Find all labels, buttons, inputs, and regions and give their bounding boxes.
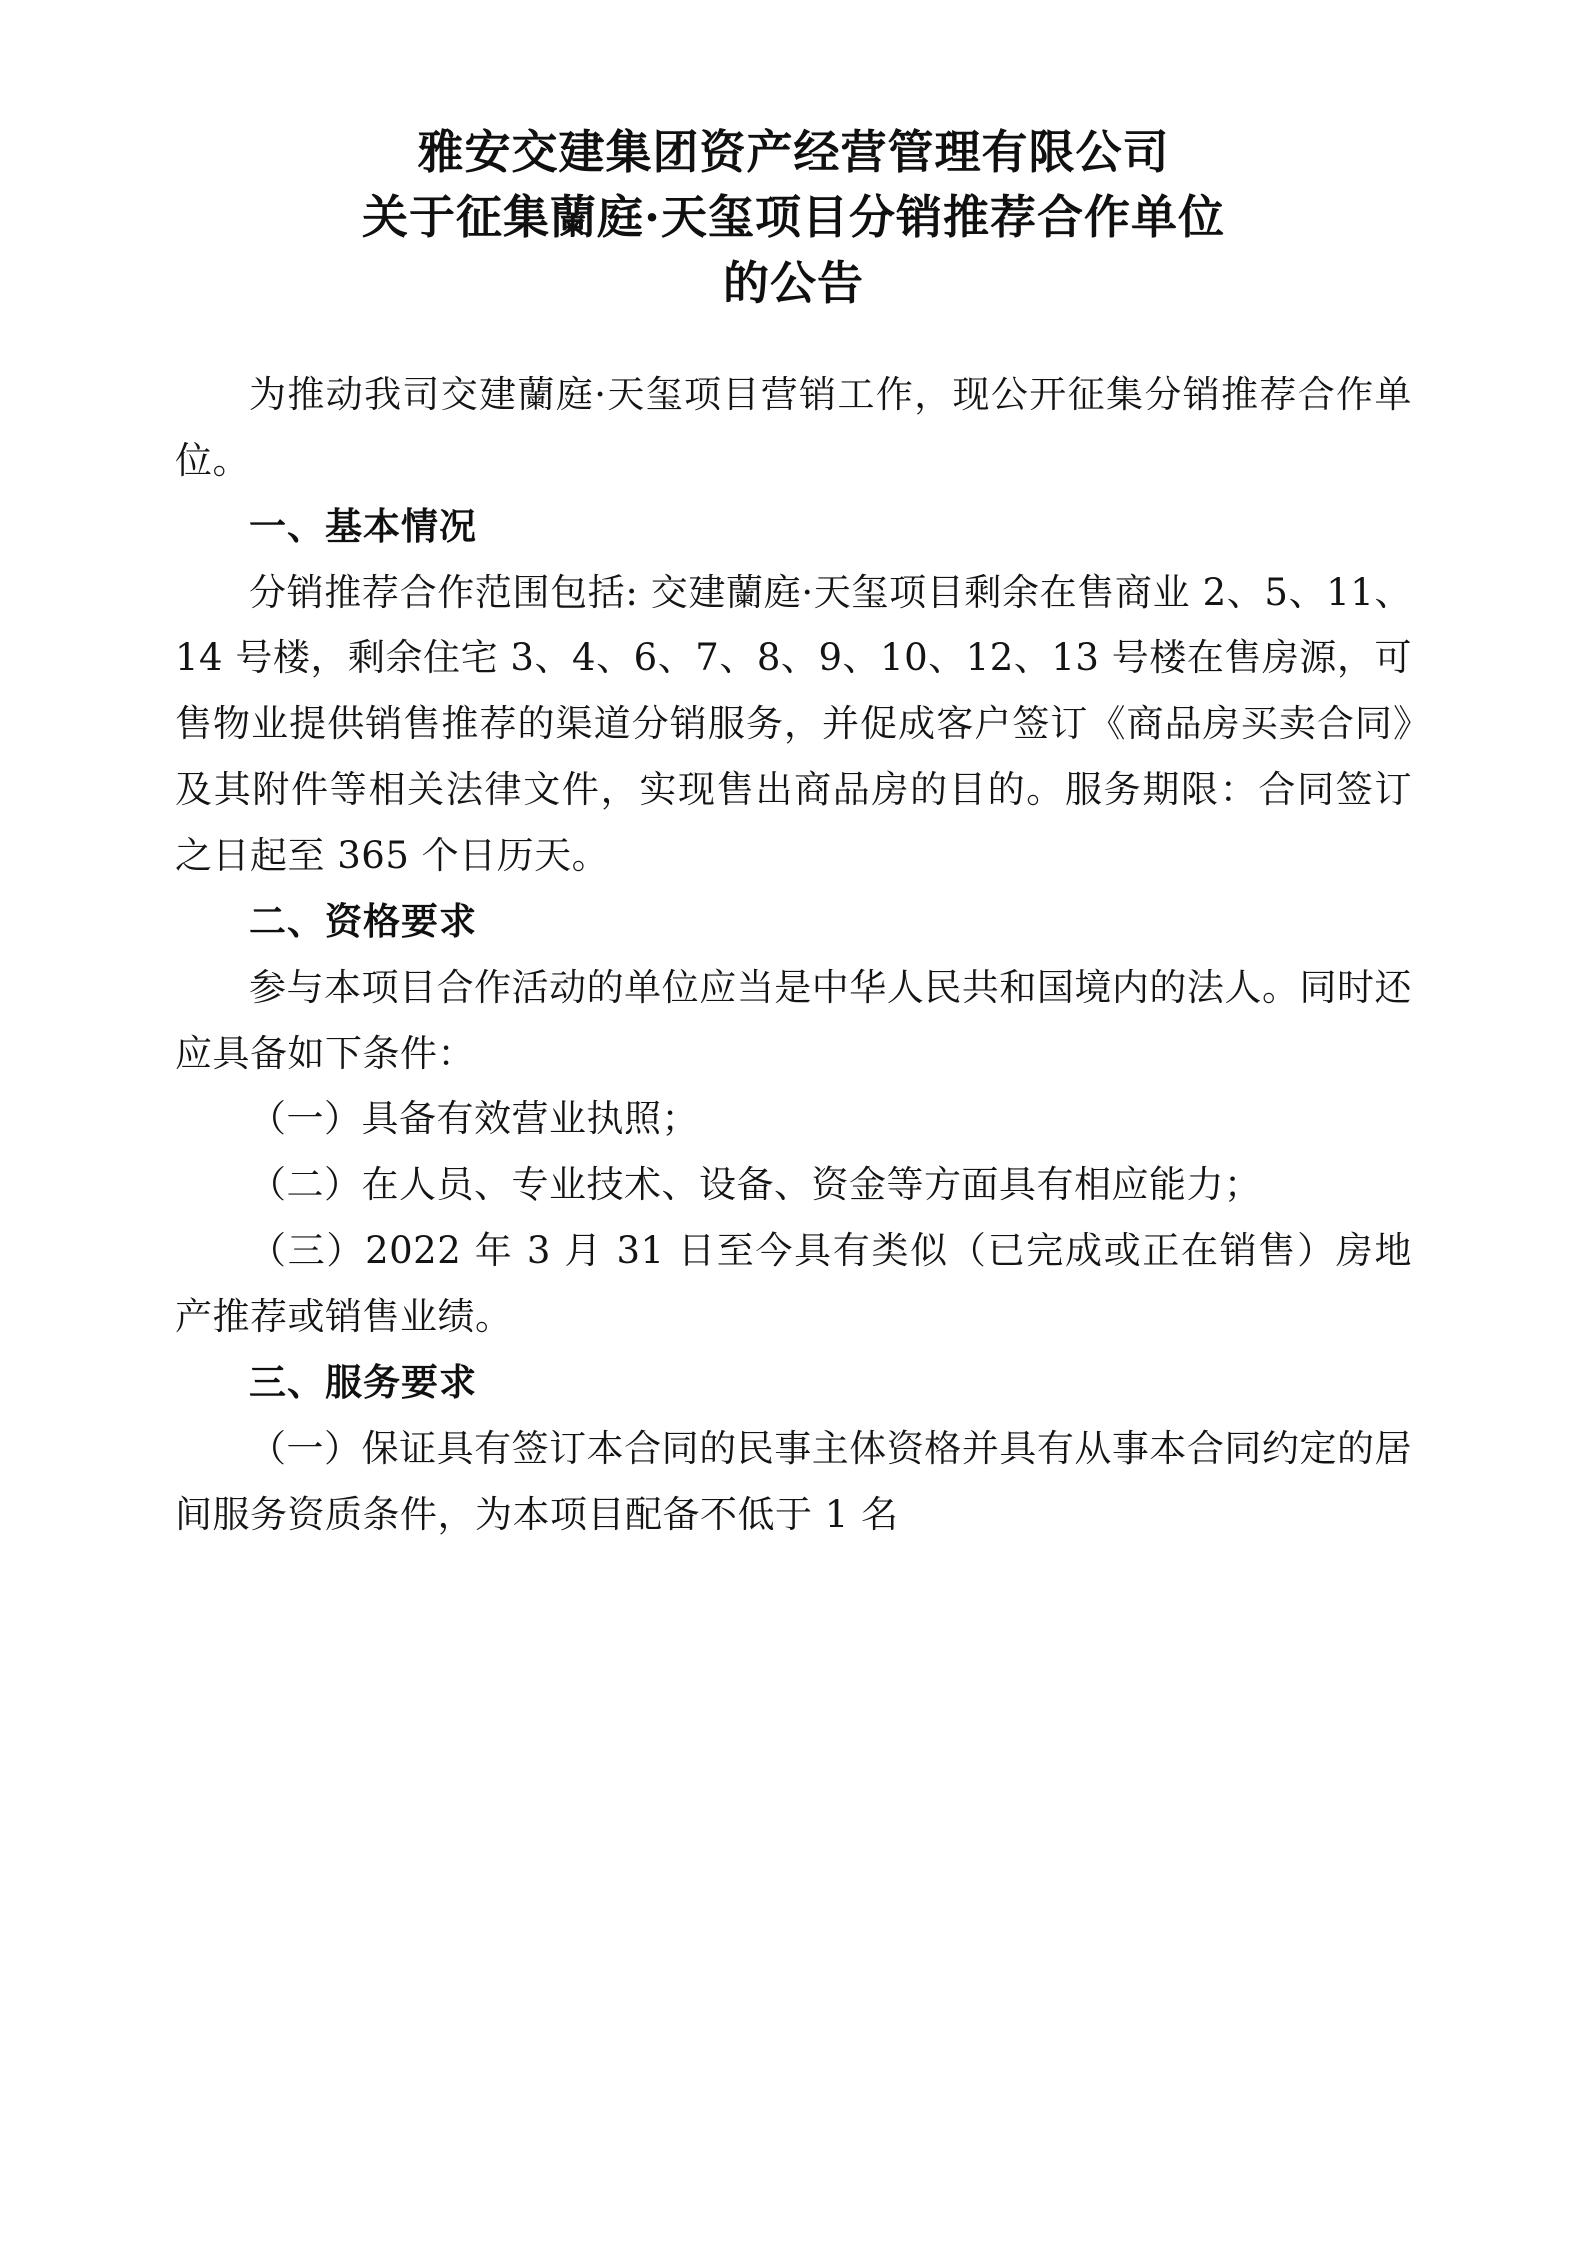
paragraph-service-item-1: （一）保证具有签订本合同的民事主体资格并具有从事本合同约定的居间服务资质条件，为本项目配备不低于 1 名: [175, 1426, 1412, 1536]
paragraph-qualification-intro: 参与本项目合作活动的单位应当是中华人民共和国境内的法人。同时还应具备如下条件：: [175, 965, 1412, 1075]
title-line-2: 关于征集蘭庭·天玺项目分销推荐合作单位: [361, 190, 1225, 245]
section-heading-qualification: 二、资格要求: [249, 898, 477, 943]
title-line-1: 雅安交建集团资产经营管理有限公司: [417, 125, 1170, 179]
title-line-3: 的公告: [723, 255, 864, 310]
paragraph-qualification-item-2: （二）在人员、专业技术、设备、资金等方面具有相应能力；: [249, 1163, 1262, 1207]
paragraph-basic-info: 分销推荐合作范围包括: 交建蘭庭·天玺项目剩余在售商业 2、5、11、14 号楼，剩余住宅 3、4、6、7、8、9、10、12、13 号楼在售房源，可售物业提供销售推荐的渠道分销服务，并促成客户签订《商品房买卖合同》及其附件等相关法律文件，实现售出商品房的目的。服务期限：合同签订之日起至 365 个日历天。: [175, 570, 1412, 877]
section-heading-basic-info: 一、基本情况: [249, 503, 477, 548]
paragraph-intro: 为推动我司交建蘭庭·天玺项目营销工作，现公开征集分销推荐合作单位。: [175, 372, 1412, 482]
document-body: [175, 362, 1412, 1547]
section-heading-service-requirements: 三、服务要求: [249, 1359, 477, 1404]
page-title: [175, 120, 1412, 316]
paragraph-qualification-item-1: （一）具备有效营业执照；: [249, 1097, 699, 1141]
paragraph-qualification-item-3: （三）2022 年 3 月 31 日至今具有类似（已完成或正在销售）房地产推荐或销售业绩。: [175, 1229, 1412, 1338]
